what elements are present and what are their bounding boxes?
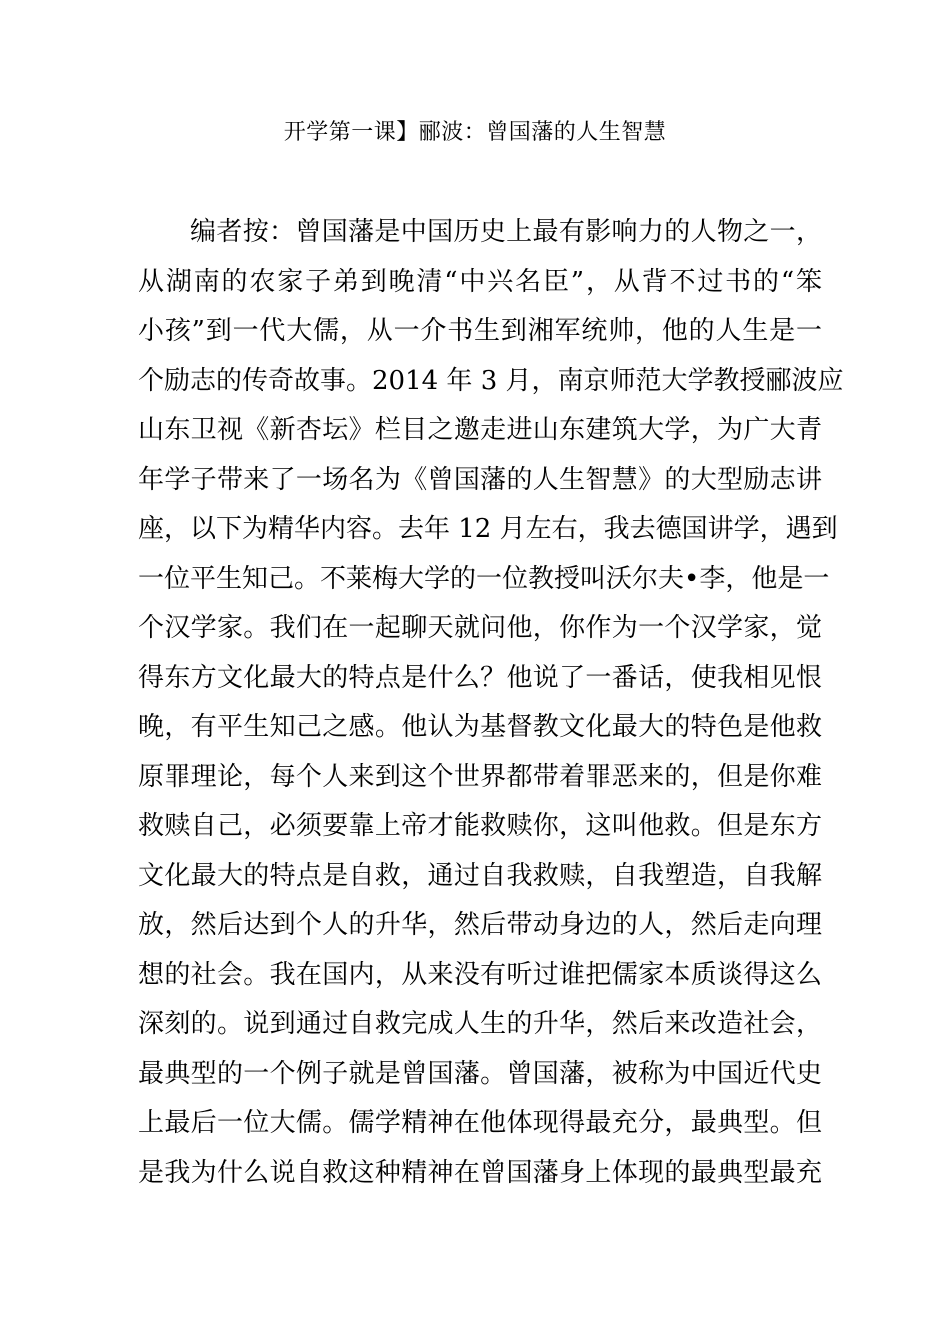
text-line: 山东卫视《新杏坛》栏目之邀走进山东建筑大学，为广大青 (138, 415, 822, 445)
text-line: 深刻的。说到通过自救完成人生的升华，然后来改造社会， (138, 1009, 822, 1039)
text-line: 座，以下为精华内容。去年 12 月左右，我去德国讲学，遇到 (138, 514, 838, 544)
text-line: 想的社会。我在国内，从来没有听过谁把儒家本质谈得这么 (138, 959, 822, 990)
text-line: 个励志的传奇故事。2014 年 3 月，南京师范大学教授郦波应 (138, 365, 844, 396)
text-line: 编者按：曾国藩是中国历史上最有影响力的人物之一， (190, 217, 822, 247)
document-body (138, 208, 844, 1198)
text-line: 原罪理论，每个人来到这个世界都带着罪恶来的，但是你难 (138, 761, 822, 792)
text-line: 得东方文化最大的特点是什么？他说了一番话，使我相见恨 (138, 662, 822, 693)
text-line: 放，然后达到个人的升华，然后带动身边的人，然后走向理 (138, 910, 822, 940)
text-line: 晚，有平生知己之感。他认为基督教文化最大的特色是他救 (138, 712, 822, 742)
document-title: 开学第一课】郦波：曾国藩的人生智慧 (283, 120, 667, 145)
text-line: 文化最大的特点是自救，通过自我救赎，自我塑造，自我解 (138, 860, 822, 891)
text-line: 最典型的一个例子就是曾国藩。曾国藩，被称为中国近代史 (138, 1058, 822, 1089)
text-line: 是我为什么说自救这种精神在曾国藩身上体现的最典型最充 (138, 1157, 822, 1188)
text-line: 上最后一位大儒。儒学精神在他体现得最充分，最典型。但 (138, 1108, 822, 1138)
text-line: 年学子带来了一场名为《曾国藩的人生智慧》的大型励志讲 (138, 464, 822, 495)
text-line: 个汉学家。我们在一起聊天就问他，你作为一个汉学家，觉 (138, 613, 822, 643)
text-line: 一位平生知己。不莱梅大学的一位教授叫沃尔夫•李，他是一 (138, 563, 830, 594)
text-line: 从湖南的农家子弟到晚清“中兴名臣”，从背不过书的“笨 (138, 266, 822, 297)
text-line: 救赎自己，必须要靠上帝才能救赎你，这叫他救。但是东方 (138, 811, 822, 841)
text-line: 小孩”到一代大儒，从一介书生到湘军统帅，他的人生是一 (138, 316, 822, 346)
